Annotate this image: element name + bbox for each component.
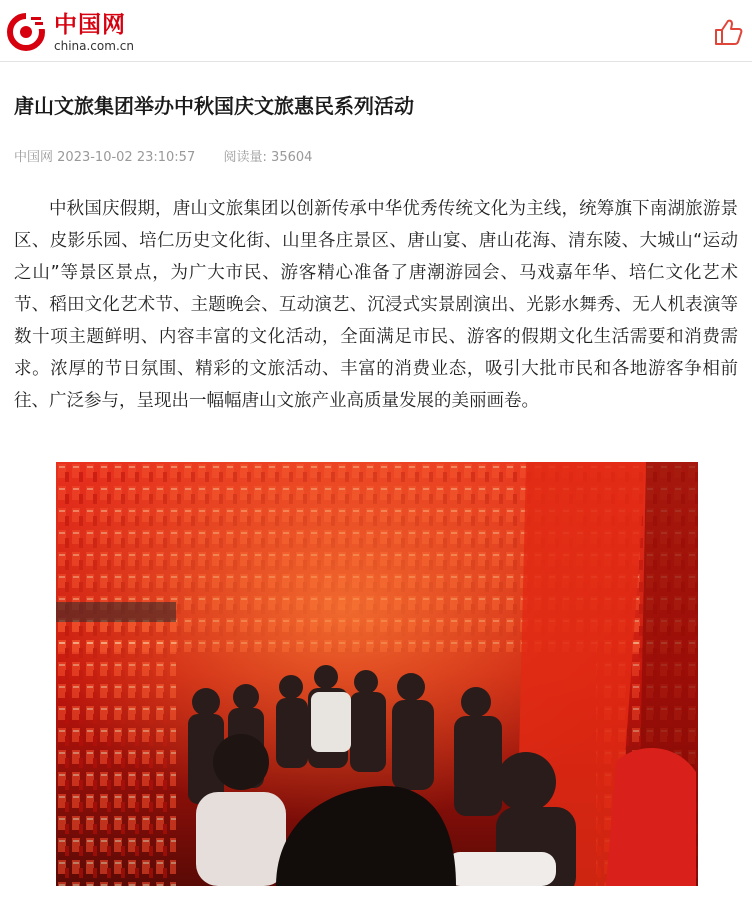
article-title: 唐山文旅集团举办中秋国庆文旅惠民系列活动 [14,94,414,118]
article-source[interactable]: 中国网 [14,150,54,165]
brand-domain: china.com.cn [54,39,134,53]
brand-name[interactable]: 中国网 [54,12,126,38]
article-meta [14,149,312,167]
china-com-cn-logo-icon[interactable] [7,13,45,51]
article-datetime: 2023-10-02 23:10:57 [57,150,196,165]
read-count-label: 阅读量: [223,150,267,165]
top-bar [0,0,752,62]
thumbs-up-icon[interactable] [714,18,744,46]
festival-crowd-photo [56,462,698,886]
read-count: 35604 [271,150,313,165]
article-paragraph: 中秋国庆假期，唐山文旅集团以创新传承中华优秀传统文化为主线，统筹旗下南湖旅游景区、皮影乐园、培仁历史文化街、山里各庄景区、唐山宴、唐山花海、清东陵、大城山“运动之山”等景区景点，为广大市民、游客精心准备了唐潮游园会、马戏嘉年华、培仁文化艺术节、稻田文化艺术节、主题晚会、互动演艺、沉浸式实景剧演出、光影水舞秀、无人机表演等数十项主题鲜明、内容丰富的文化活动，全面满足市民、游客的假期文化生活需要和消费需求。浓厚的节日氛围、精彩的文旅活动、丰富的消费业态，吸引大批市民和各地游客争相前往、广泛参与，呈现出一幅幅唐山文旅产业高质量发展的美丽画卷。 [14,199,738,411]
